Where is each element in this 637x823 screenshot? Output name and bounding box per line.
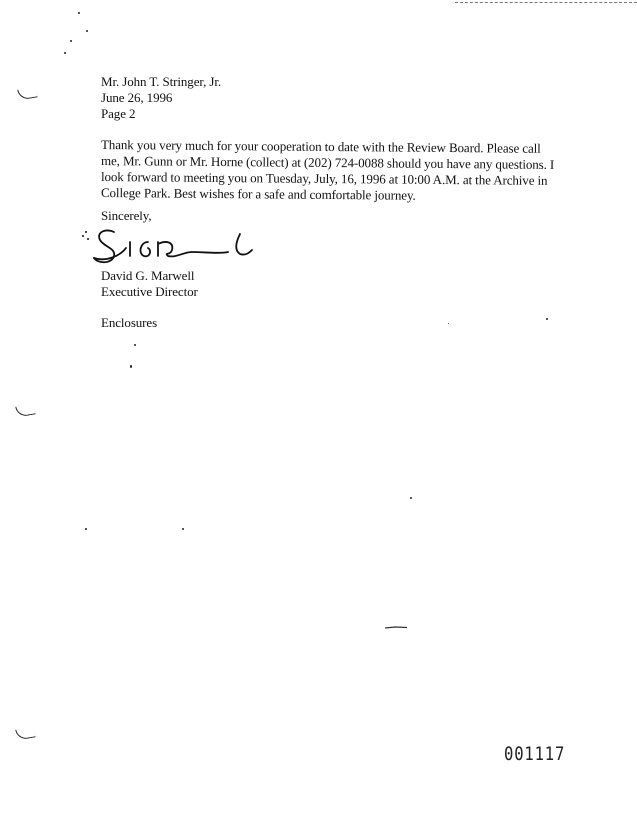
signer-title: Executive Director (101, 284, 198, 299)
recipient-name: Mr. John T. Stringer, Jr. (101, 74, 222, 89)
enclosures-label: Enclosures (101, 315, 158, 330)
scan-speck (70, 40, 72, 42)
body-line: look forward to meeting you on Tuesday, July, 16, 1996 at 10:00 A.M. at the Archive in (100, 169, 548, 188)
scan-speck (130, 365, 132, 368)
closing-text: Sincerely, (101, 208, 152, 223)
scan-speck (85, 528, 87, 530)
top-edge-rule (455, 2, 637, 3)
scan-speck (546, 318, 548, 320)
scan-speck (448, 323, 449, 324)
enclosures (101, 315, 157, 331)
scan-speck (182, 528, 184, 530)
binder-hole-mark (15, 403, 36, 417)
signer-block (101, 268, 198, 300)
scan-speck (134, 344, 136, 346)
handwritten-signature (80, 222, 260, 270)
scan-speck (86, 30, 88, 32)
scan-speck (64, 52, 66, 54)
binder-hole-mark (17, 86, 38, 100)
body-line: me, Mr. Gunn or Mr. Horne (collect) at (202) 724-0088 should you have any questions. I (100, 153, 555, 172)
scan-speck (78, 12, 80, 14)
page-number: Page 2 (101, 106, 136, 121)
scan-mark (385, 626, 407, 629)
scan-speck (410, 497, 412, 499)
body-line: Thank you very much for your cooperation to date with the Review Board. Please call (100, 137, 541, 156)
body-line: College Park. Best wishes for a safe and comfortable journey. (100, 185, 416, 203)
letter-date: June 26, 1996 (101, 90, 173, 105)
binder-hole-mark (15, 726, 36, 740)
bates-number: 001117 (504, 743, 566, 765)
signer-name: David G. Marwell (101, 268, 195, 283)
recipient-header (101, 74, 221, 122)
body-paragraph (101, 137, 591, 201)
